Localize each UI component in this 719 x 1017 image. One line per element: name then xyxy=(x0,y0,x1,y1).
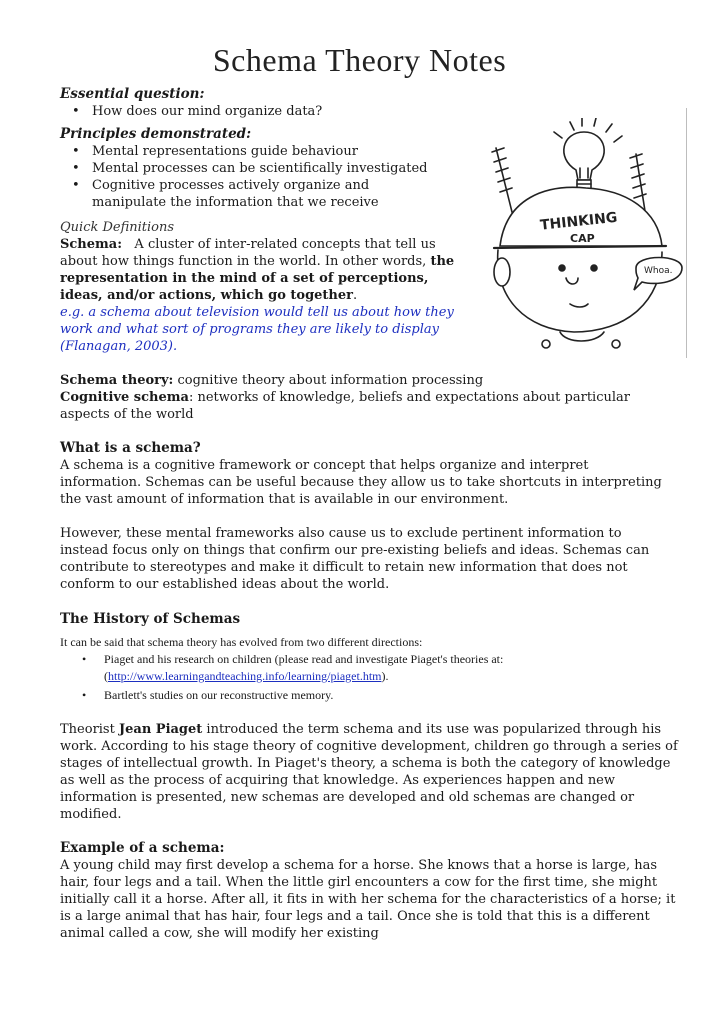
list-item: • Mental processes can be scientifically investigated xyxy=(60,160,460,177)
page-title: Schema Theory Notes xyxy=(212,42,507,78)
list-item: • How does our mind organize data? xyxy=(60,103,490,120)
paragraph xyxy=(60,721,680,823)
cognitive-schema-definition xyxy=(60,389,672,423)
schema-theory-term: Schema theory: xyxy=(60,373,174,388)
schema-theory-definition xyxy=(60,372,672,389)
schema-example: e.g. a schema about television would tell us about how they work and what sort of programs they are likely to display (Flanagan, 2003). xyxy=(60,305,454,354)
piaget-text-pre: Theorist xyxy=(60,722,119,737)
schema-term: Schema: xyxy=(60,237,123,252)
history-heading: The History of Schemas xyxy=(60,611,241,627)
list-item xyxy=(60,651,672,685)
principles-heading: Principles demonstrated: xyxy=(60,126,252,142)
piaget-link[interactable]: http://www.learningandteaching.info/learning/piaget.htm xyxy=(108,669,382,683)
paragraph: A young child may first develop a schema for a horse. She knows that a horse is large, has hair, four legs and a tail. When the little girl encounters a cow for the first time, she might initially call it a horse. After all, it fits in with her schema for the characteristics of a horse; it is a large animal that has hair, four legs and a tail. Once she is told that this is a different animal called a cow, she will modify her existing xyxy=(60,858,676,941)
list-item: • Bartlett's studies on our reconstructive memory. xyxy=(60,687,672,704)
history-section xyxy=(60,611,672,704)
history-list xyxy=(60,651,672,704)
example-heading: Example of a schema: xyxy=(60,840,225,856)
list-item: • Cognitive processes actively organize and manipulate the information that we receive xyxy=(60,177,392,211)
thinking-cap-illustration xyxy=(486,118,686,356)
list-item: • Mental representations guide behaviour xyxy=(60,143,460,160)
cognitive-schema-text: : networks of knowledge, beliefs and expectations about particular aspects of the world xyxy=(60,390,630,422)
principles-section xyxy=(60,126,460,211)
quick-definitions-heading: Quick Definitions xyxy=(60,220,175,235)
example-section xyxy=(60,840,676,942)
margin-rule xyxy=(686,108,687,358)
schema-definition-text: A cluster of inter-related concepts that tell us about how things function in the world. In other words, xyxy=(60,237,436,269)
essential-question-heading: Essential question: xyxy=(60,86,205,102)
quick-definitions-section xyxy=(60,219,464,355)
cognitive-schema-term: Cognitive schema xyxy=(60,390,189,405)
essential-question-section xyxy=(60,86,490,120)
schema-definition-end: . xyxy=(353,288,358,303)
hat-label-thinking: THINKING xyxy=(539,209,619,234)
essential-question-list xyxy=(60,103,490,120)
piaget-section xyxy=(60,721,680,823)
schema-definition-bold: the representation in the mind of a set of perceptions, ideas, and/or actions, which go together xyxy=(60,254,455,303)
piaget-text: introduced the term schema and its use was popularized through his work. According to his stage theory of cognitive development, children go through a series of stages of intellectual growth. In Piaget's theory, a schema is both the category of knowledge as well as the process of acquiring that knowledge. As experiences happen and new information is presented, new schemas are developed and old schemas are changed or modified. xyxy=(60,722,678,822)
history-intro: It can be said that schema theory has evolved from two different directions: xyxy=(60,635,423,649)
schema-definition xyxy=(60,236,464,304)
paragraph: A schema is a cognitive framework or concept that helps organize and interpret information. Schemas can be useful because they allow us to take shortcuts in interpreting the vast amount of information that is available in our environment. xyxy=(60,458,662,507)
schema-theory-text: cognitive theory about information processing xyxy=(177,373,484,388)
definitions-continued xyxy=(60,372,672,423)
history-item-end: ). xyxy=(381,669,389,683)
speech-bubble-text: Whoa. xyxy=(644,266,673,276)
what-is-schema-heading: What is a schema? xyxy=(60,440,201,456)
what-is-schema-section xyxy=(60,440,672,593)
piaget-name: Jean Piaget xyxy=(118,722,203,737)
paragraph: However, these mental frameworks also cause us to exclude pertinent information to instead focus only on things that confirm our pre-existing beliefs and ideas. Schemas can contribute to stereotypes and make it difficult to retain new information that does not conform to our established ideas about the world. xyxy=(60,526,650,592)
principles-list xyxy=(60,143,460,211)
history-item-text: Piaget and his research on children (please read and investigate Piaget's theories at: ( xyxy=(104,652,504,683)
hat-label-cap: CAP xyxy=(570,232,595,245)
